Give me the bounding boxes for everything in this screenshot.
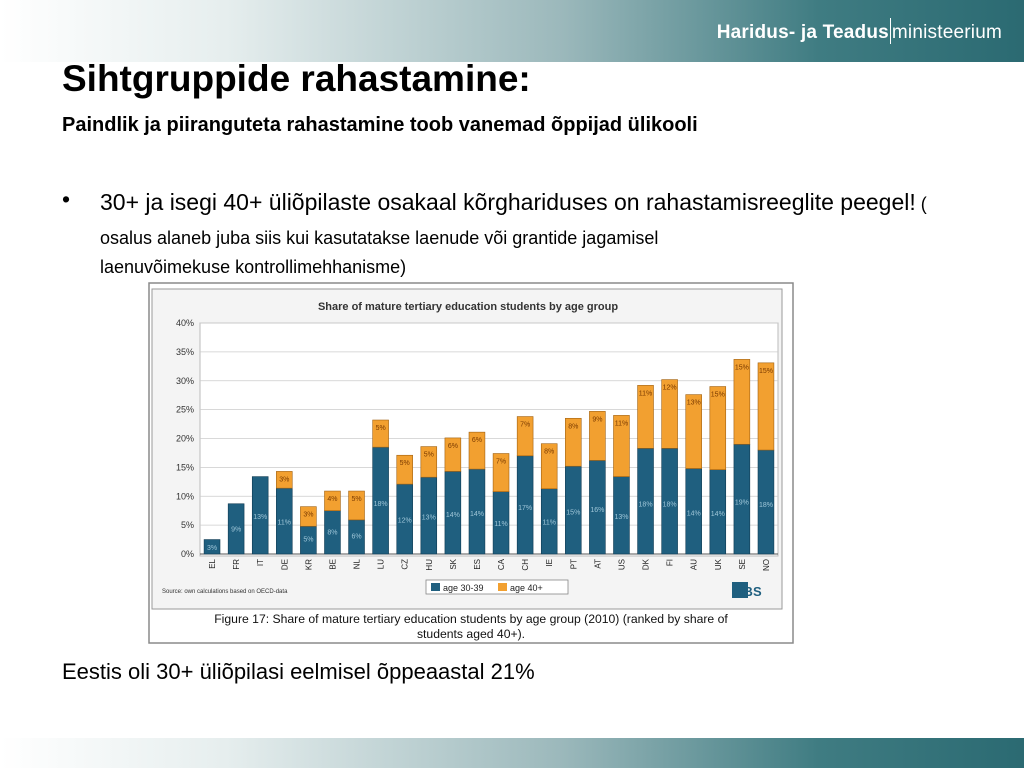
bullet-text [100, 186, 940, 280]
bar-label-age-30-39: 18% [638, 501, 653, 509]
legend-swatch-age-30-39 [431, 583, 440, 591]
bar-label-age-40-plus: 12% [662, 384, 677, 392]
x-tick-label: SE [737, 559, 747, 570]
x-tick-label: CZ [400, 559, 410, 570]
bar-label-age-30-39: 13% [614, 514, 629, 522]
bar-label-age-30-39: 14% [445, 511, 460, 519]
bar-label-age-40-plus: 8% [568, 423, 579, 431]
chart-figure [148, 282, 794, 644]
y-tick-label: 30% [175, 375, 194, 386]
slide-subtitle: Paindlik ja piiranguteta rahastamine toob vanemad õppijad ülikooli [62, 114, 698, 136]
bar-age-40-plus [710, 387, 726, 470]
bar-label-age-40-plus: 5% [351, 496, 362, 504]
bar-label-age-30-39: 18% [758, 502, 773, 510]
ministry-name-rest: ministeerium [891, 22, 1002, 43]
y-tick-label: 5% [180, 520, 194, 531]
footnote-estonia: Eestis oli 30+ üliõpilasi eelmisel õppeaastal 21% [62, 659, 535, 684]
bar-label-age-30-39: 14% [686, 510, 701, 518]
bar-label-age-40-plus: 15% [758, 367, 773, 375]
x-tick-label: CA [497, 559, 507, 571]
y-tick-label: 35% [175, 346, 194, 357]
bar-label-age-30-39: 18% [662, 501, 677, 509]
slide-title [62, 58, 531, 100]
ministry-logo-text [717, 18, 1002, 44]
legend-label-age-40-plus: age 40+ [510, 583, 543, 593]
bar-label-age-30-39: 8% [327, 529, 338, 537]
bullet-main-text: 30+ ja isegi 40+ üliõpilaste osakaal kõrghariduses on rahastamisreeglite peegel! [100, 189, 916, 215]
bar-label-age-40-plus: 15% [734, 364, 749, 372]
bar-age-40-plus [758, 363, 774, 450]
slide-title-text: Sihtgruppide rahastamine [62, 58, 519, 99]
x-tick-label: KR [304, 559, 314, 571]
bar-label-age-40-plus: 11% [614, 420, 629, 428]
bullet-symbol: • [62, 186, 71, 212]
x-tick-label: CH [521, 559, 531, 571]
x-tick-label: HU [424, 559, 434, 571]
chart-title: Share of mature tertiary education students by age group [317, 301, 619, 313]
stacked-bar-chart [148, 282, 794, 644]
slide-title-colon: : [518, 58, 531, 99]
bar-label-age-40-plus: 7% [495, 458, 507, 466]
fibs-logo [732, 582, 762, 599]
legend [426, 580, 568, 594]
bar-label-age-30-39: 14% [469, 510, 484, 518]
bar-label-age-30-39: 15% [566, 509, 581, 517]
bar-label-age-30-39: 19% [734, 499, 749, 507]
bar-label-age-40-plus: 6% [447, 442, 458, 450]
source-note: Source: own calculations based on OECD-data [162, 589, 288, 595]
bar-label-age-40-plus: 15% [710, 391, 725, 399]
x-tick-label: UK [713, 559, 723, 571]
bar-label-age-30-39: 14% [710, 511, 725, 519]
y-tick-label: 20% [175, 433, 194, 444]
x-tick-label: ES [472, 559, 482, 570]
bullet-aside-text-2: laenuvõimekuse kontrollimehhanisme) [100, 257, 407, 277]
bar-label-age-30-39: 12% [397, 517, 412, 525]
bar-label-age-40-plus: 6% [471, 437, 483, 445]
bullet-aside-text: ( osalus alaneb juba siis kui kasutatakse laenude või grantide jagamisel [100, 194, 927, 248]
x-tick-label: AT [593, 559, 603, 569]
x-tick-label: PT [569, 559, 579, 570]
x-tick-label: DK [641, 559, 651, 571]
figure-caption-line-2: students aged 40+). [416, 627, 526, 641]
logo-divider [890, 18, 891, 44]
bar-label-age-40-plus: 11% [638, 390, 653, 398]
y-tick-label: 25% [175, 404, 194, 415]
bar-label-age-30-39: 13% [421, 514, 436, 522]
x-tick-label: EL [208, 559, 218, 569]
fibs-logo-text: FiBS [732, 584, 762, 599]
x-tick-label: IE [545, 559, 555, 567]
bar-label-age-40-plus: 3% [279, 476, 290, 484]
bar-label-age-30-39: 16% [590, 506, 605, 514]
bar-label-age-40-plus: 5% [399, 460, 410, 468]
y-tick-label: 10% [175, 491, 194, 502]
bar-label-age-30-39: 11% [542, 519, 556, 527]
y-tick-label: 15% [175, 462, 194, 473]
y-tick-label: 40% [175, 318, 194, 328]
bar-label-age-30-39: 6% [351, 533, 362, 541]
bar-label-age-30-39: 9% [231, 526, 242, 534]
x-tick-label: US [617, 559, 627, 571]
bar-label-age-30-39: 18% [373, 500, 388, 508]
x-tick-label: DE [280, 559, 290, 571]
bar-label-age-30-39: 3% [206, 545, 218, 552]
figure-caption-line-1: Figure 17: Share of mature tertiary education students by age group (2010) (ranked by share of [214, 612, 728, 626]
bar-label-age-40-plus: 3% [303, 511, 314, 519]
bar-label-age-40-plus: 4% [327, 496, 338, 504]
legend-label-age-30-39: age 30-39 [443, 583, 484, 593]
bar-label-age-40-plus: 13% [686, 399, 701, 407]
x-tick-label: LU [376, 559, 386, 570]
x-tick-label: FR [232, 559, 242, 570]
bar-label-age-30-39: 13% [253, 514, 268, 522]
ministry-name-bold: Haridus- ja Teadus [716, 22, 889, 43]
top-banner [0, 0, 1024, 62]
x-tick-label: BE [328, 559, 338, 570]
legend-swatch-age-40-plus [498, 583, 507, 591]
y-tick-label: 0% [180, 549, 194, 559]
x-tick-label: IT [256, 559, 266, 567]
bar-label-age-30-39: 11% [277, 519, 292, 527]
bar-label-age-40-plus: 9% [592, 416, 603, 424]
x-tick-label: NO [761, 559, 771, 571]
bar-label-age-40-plus: 7% [520, 421, 531, 429]
bar-label-age-40-plus: 5% [423, 451, 434, 459]
x-tick-label: SK [448, 559, 458, 570]
bottom-banner [0, 738, 1024, 768]
bar-label-age-40-plus: 8% [544, 448, 555, 456]
bar-label-age-40-plus: 5% [375, 425, 386, 433]
bar-label-age-30-39: 11% [494, 520, 508, 528]
x-tick-label: NL [352, 559, 362, 570]
x-tick-label: FI [665, 559, 675, 567]
bar-label-age-30-39: 5% [303, 536, 314, 544]
bar-age-40-plus [734, 359, 750, 444]
x-tick-label: AU [689, 559, 699, 571]
bar-label-age-30-39: 17% [518, 504, 533, 512]
